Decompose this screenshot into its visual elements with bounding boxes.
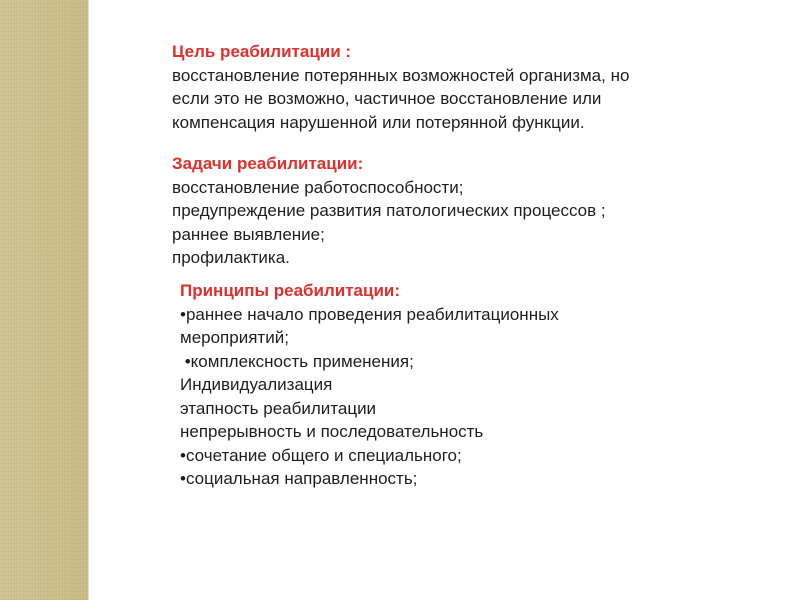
tasks-heading: Задачи реабилитации:	[172, 154, 364, 173]
principles-line-5: этапность реабилитации	[180, 398, 377, 418]
principles-line-7: •сочетание общего и специального;	[180, 445, 462, 465]
tasks-line-3: раннее выявление;	[172, 224, 325, 244]
principles-line-8: •социальная направленность;	[180, 469, 418, 488]
tasks-line-2: предупреждение развития патологических процессов ;	[172, 201, 606, 220]
tasks-line-4: профилактика.	[172, 248, 290, 267]
principles-line-2: мероприятий;	[180, 328, 289, 347]
principles-line-3: •комплексность применения;	[180, 351, 414, 371]
principles-line-1: •раннее начало проведения реабилитационных	[180, 304, 559, 324]
principles-line-4: Индивидуализация	[180, 375, 333, 394]
principles-line-6: непрерывность и последовательность	[180, 422, 484, 441]
goal-line-3: компенсация нарушенной или потерянной функции.	[172, 112, 585, 132]
goal-section	[172, 40, 629, 134]
tasks-section	[172, 152, 606, 270]
goal-heading: Цель реабилитации :	[172, 42, 352, 61]
goal-line-2: если это не возможно, частичное восстановление или	[172, 89, 602, 108]
goal-line-1: восстановление потерянных возможностей организма, но	[172, 65, 630, 85]
principles-section	[180, 279, 559, 491]
tasks-line-1: восстановление работоспособности;	[172, 177, 464, 197]
principles-heading: Принципы реабилитации:	[180, 281, 401, 300]
